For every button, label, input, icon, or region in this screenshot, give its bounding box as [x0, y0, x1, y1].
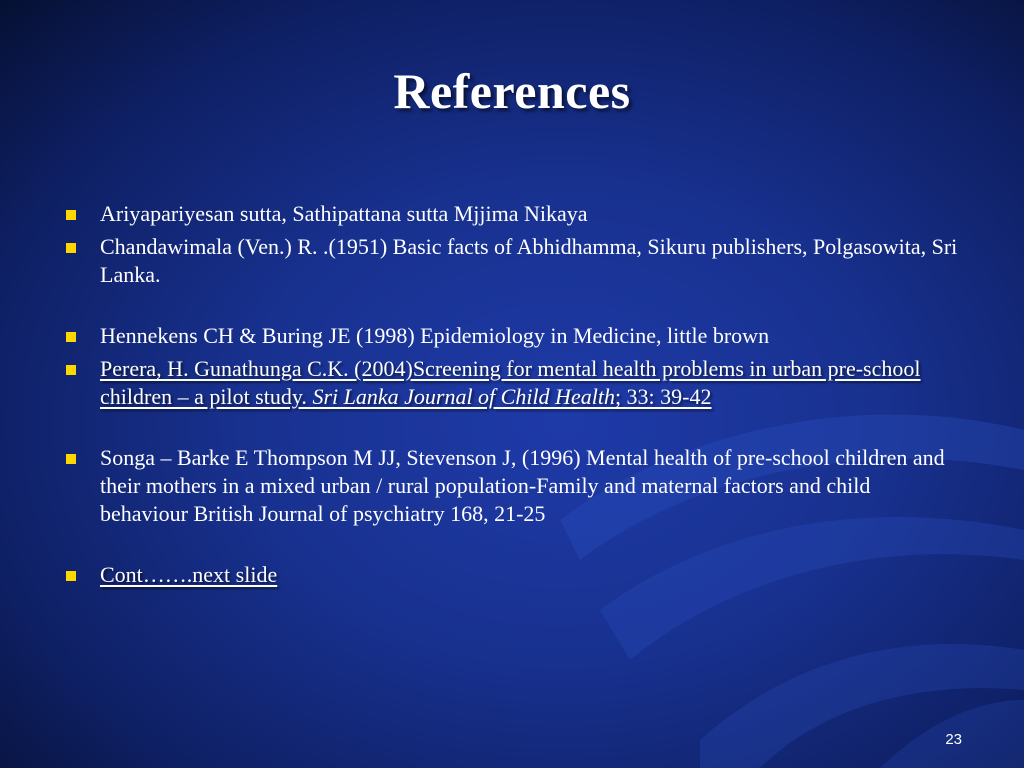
- reference-item-4-link[interactable]: [62, 355, 962, 411]
- slide-title: References: [393, 63, 631, 119]
- reference-item-2: [62, 233, 962, 289]
- bullet-icon: [66, 243, 76, 253]
- reference-text: Songa – Barke E Thompson M JJ, Stevenson J, (1996) Mental health of pre-school children and their mothers in a mixed urban / rural population-Family and maternal factors and child behaviour British Journal of psychiatry 168, 21-25: [100, 445, 945, 526]
- reference-prefix: Perera, H. Gunathunga C.K. (2004)Screening for mental health problems in urban pre-school children – a pilot study.: [100, 356, 921, 409]
- bullet-icon: [66, 210, 76, 220]
- continue-next-slide-link[interactable]: [62, 561, 962, 589]
- journal-title: Sri Lanka Journal of Child Health: [312, 384, 615, 409]
- bullet-icon: [66, 571, 76, 581]
- bullet-icon: [66, 454, 76, 464]
- bullet-icon: [66, 365, 76, 375]
- reference-item-1: [62, 200, 962, 228]
- references-list: [62, 200, 962, 589]
- reference-text: Ariyapariyesan sutta, Sathipattana sutta Mjjima Nikaya: [100, 201, 588, 226]
- reference-text: Hennekens CH & Buring JE (1998) Epidemiology in Medicine, little brown: [100, 323, 770, 348]
- bullet-icon: [66, 332, 76, 342]
- page-number: 23: [945, 731, 962, 748]
- reference-item-3: [62, 322, 962, 350]
- reference-suffix: ; 33: 39-42: [614, 384, 712, 409]
- continue-link-text[interactable]: Cont…….next slide: [100, 562, 278, 587]
- reference-text: Chandawimala (Ven.) R. .(1951) Basic facts of Abhidhamma, Sikuru publishers, Polgasowita, Sri Lanka.: [100, 234, 958, 287]
- references-content: [62, 200, 962, 594]
- reference-text[interactable]: [100, 356, 921, 409]
- reference-item-5: [62, 444, 962, 528]
